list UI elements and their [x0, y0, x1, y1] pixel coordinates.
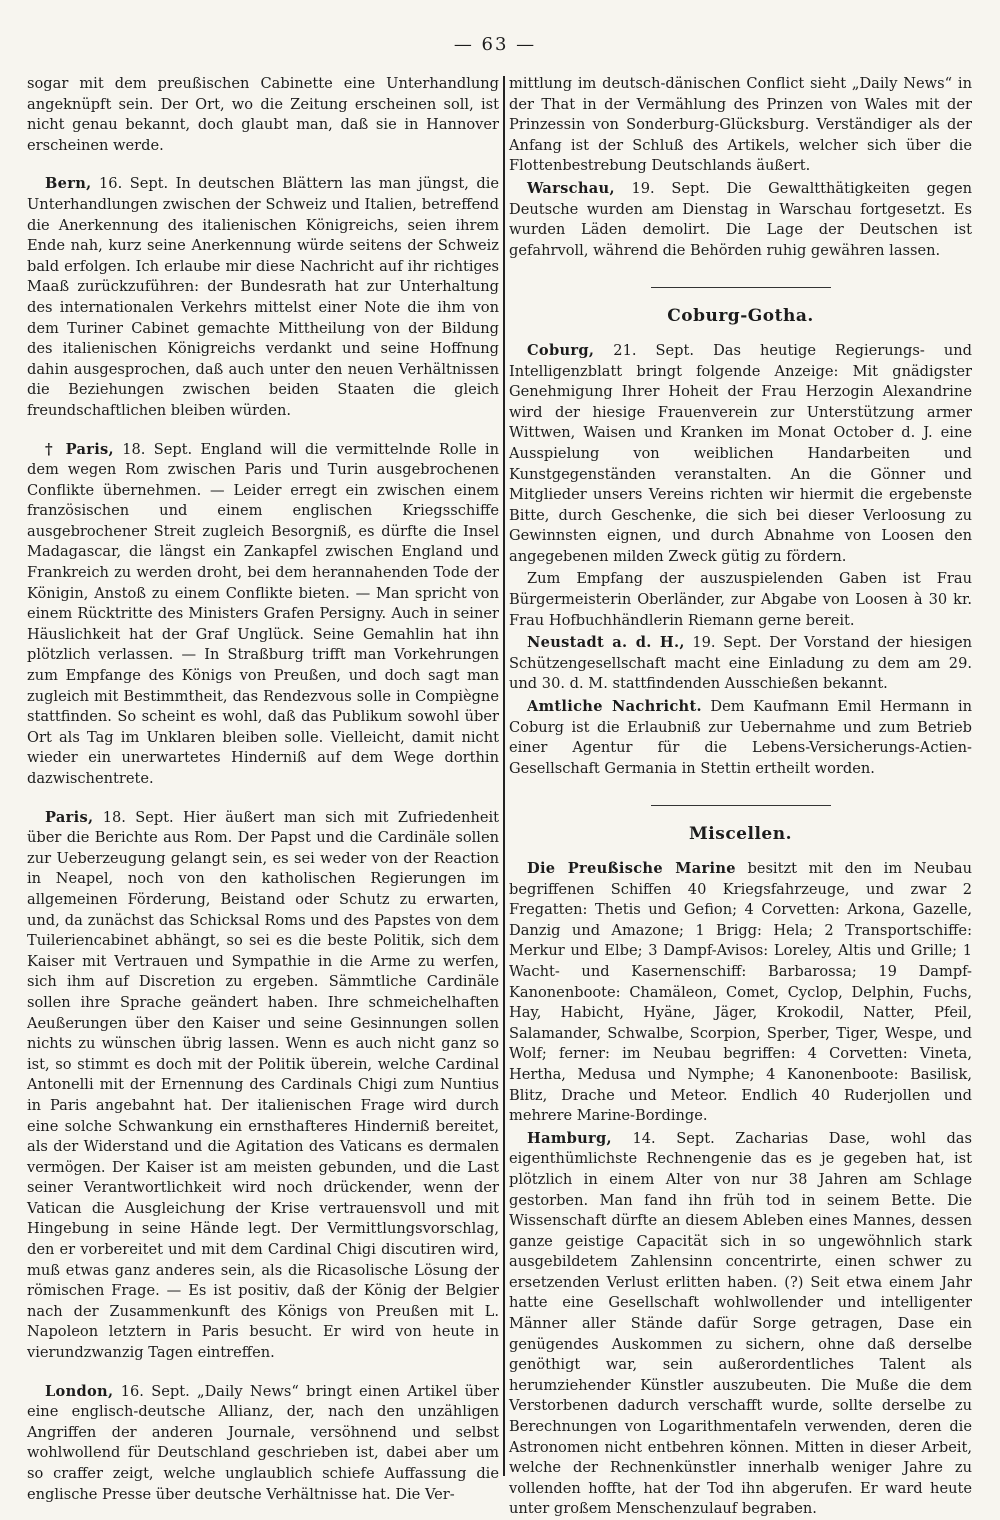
column-divider	[503, 76, 505, 1476]
section-heading-miscellen: Miscellen.	[688, 824, 793, 845]
article-warschau: Warschau, 19. Sept. Die Gewaltthätigkeiten gegen Deutsche wurden am Dienstag in Warschau fortgesetzt. Es wurden Läden demolirt. Die Lage der Deutschen ist gefahrvoll, während die Behörden ruhig gewähren lassen.	[509, 179, 973, 259]
left-column	[27, 74, 499, 1505]
right-column	[509, 74, 972, 1520]
article-coburg: Coburg, 21. Sept. Das heutige Regierungs- und Intelligenzblatt bringt folgende Anzeige: Mit gnädigster Genehmigung Ihrer Hoheit der Frau Herzogin Alexandrine wird der hiesige Frauenverein zur Unterstützung armer Wittwen, Waisen und Kranken im Monat October d. J. eine Ausspielung von weiblichen Handarbeiten und Kunstgegenständen veranstalten. An die Gönner und Mitglieder unsers Vereins richten wir hiermit die ergebenste Bitte, durch Geschenke, die sich bei dieser Verloosung zu Gewinnsten eignen, und durch Abnahme von Loosen den angegebenen milden Zweck gütig zu fördern.	[509, 341, 972, 565]
section-heading-coburg-gotha: Coburg-Gotha.	[667, 306, 814, 327]
dateline-place: Warschau,	[527, 179, 615, 197]
dateline-place: Neustadt a. d. H.,	[527, 634, 685, 652]
article-continuation: sogar mit dem preußischen Cabinette eine Unterhandlung angeknüpft sein. Der Ort, wo die Zeitung erscheinen soll, ist nicht genau bekannt, doch glaubt man, daß sie in Hannover erscheinen werde.	[27, 75, 499, 154]
dateline-place: London,	[45, 1382, 114, 1400]
dateline-place: Hamburg,	[527, 1129, 612, 1147]
dateline-place: † Paris,	[45, 440, 114, 458]
dateline-place: Amtliche Nachricht.	[527, 698, 702, 716]
dateline-place: Bern,	[45, 175, 92, 193]
dateline-place: Die Preußische Marine	[527, 860, 736, 877]
section-divider	[651, 287, 831, 288]
article-hamburg: Hamburg, 14. Sept. Zacharias Dase, wohl das eigenthümlichste Rechnengenie das es je gegeben hat, ist plötzlich in einem Alter von nur 38 Jahren am Schlage gestorben. Man fand ihn früh tod in seinem Bette. Die Wissenschaft dürfte an diesem Ableben eines Mannes, dessen ganze geistige Capacität sich in so ungewöhnlich stark ausgebildetem Zahlensinn concentrirte, einen schwer zu ersetzenden Verlust erlitten haben. (?) Seit etwa einem Jahr hatte eine Gesellschaft wohlwollender und intelligenter Männer aller Stände dafür Sorge getragen, Dase ein genügendes Auskommen zu sichern, ohne daß derselbe genöthigt war, sein außerordentliches Talent als herumziehender Künstler auszubeuten. Die Muße die dem Verstorbenen dadurch verschafft wurde, sollte derselbe zu Berechnungen von Logarithmentafeln verwenden, deren die Astronomen nicht entbehren können. Mitten in dieser Arbeit, welche der Rechnenkünstler innerhalb weniger Jahre zu vollenden hoffte, hat der Tod ihn abgerufen. Er ward heute unter großem Menschenzulauf begraben.	[509, 1129, 973, 1518]
article-continuation: mittlung im deutsch-dänischen Conflict sieht „Daily News“ in der That in der Vermählung des Prinzen von Wales mit der Prinzessin von Sonderburg-Glücksburg. Verständiger als der Anfang ist der Schluß des Artikels, welcher sich über die Flottenbestrebung Deutschlands äußert.	[509, 75, 972, 175]
article-paris-2: Paris, 18. Sept. Hier äußert man sich mit Zufriedenheit über die Berichte aus Rom. Der Papst und die Cardinäle sollen zur Ueberzeugung gelangt sein, es sei weder von der Reaction in Neapel, noch von den katholischen Regierungen im allgemeinen Förderung, Beistand oder Schutz zu erwarten, und, da zunächst das Schicksal Roms und des Papstes von dem Tuileriencabinet abhängt, so sei es die beste Politik, sich dem Kaiser mit Vertrauen und Sympathie in die Arme zu werfen, sich ihm auf Discretion zu ergeben. Sämmtliche Cardinäle sollen ihre Sprache geändert haben. Ihre schmeichelhaften Aeußerungen über den Kaiser und seine Gesinnungen sollen nichts zu wünschen übrig lassen. Wenn es auch nicht ganz so ist, so stimmt es doch mit der Politik überein, welche Cardinal Antonelli mit der Ernennung des Cardinals Chigi zum Nuntius in Paris angebahnt hat. Der italienischen Frage wird durch eine solche Schwankung ein ernsthafteres Hinderniß bereitet, als der Widerstand und die Agitation des Vaticans es dermalen vermögen. Der Kaiser ist am meisten gebunden, und die Last seiner Verantwortlichkeit wird noch drückender, wenn der Vatican die Ausgleichung der Krise vertrauensvoll und mit Hingebung in seine Hände legt. Der Vermittlungsvorschlag, den er vorbereitet und mit dem Cardinal Chigi discutiren wird, muß etwas ganz anderes sein, als die Ricasolische Lösung der römischen Frage. — Es ist positiv, daß der König der Belgier nach der Zusammenkunft des Königs von Preußen mit L. Napoleon letztern in Paris besucht. Er wird von heute in vierundzwanzig Tagen eintreffen.	[27, 808, 500, 1362]
article-london: London, 16. Sept. „Daily News“ bringt einen Artikel über eine englisch-deutsche Allianz, der, nach den unzähligen Angriffen der anderen Journale, versöhnend und selbst wohlwollend für Deutschland geschrieben ist, dabei aber um so craffer zeigt, welche unglaublich schiefe Auffassung die englische Presse über deutsche Verhältnisse hat. Die Ver-	[27, 1382, 499, 1503]
section-divider	[651, 805, 831, 806]
article-bern: Bern, 16. Sept. In deutschen Blättern las man jüngst, die Unterhandlungen zwischen der Schweiz und Italien, betreffend die Anerkennung des italienischen Königreichs, seien ihrem Ende nah, kurz seine Anerkennung würde seitens der Schweiz bald erfolgen. Ich erlaube mir diese Nachricht auf ihr richtiges Maaß zurückzuführen: der Bundesrath hat zur Unterhaltung des internationalen Verkehrs mittelst einer Note die ihm von dem Turiner Cabinet gemachte Mittheilung von der Bildung des italienischen Königreichs verdankt und seine Hoffnung dahin ausgesprochen, daß auch unter den neuen Verhältnissen die Beziehungen zwischen beiden Staaten die gleich freundschaftlichen bleiben würden.	[27, 175, 499, 419]
article-coburg-cont: Zum Empfang der auszuspielenden Gaben ist Frau Bürgermeisterin Oberländer, zur Abgabe von Loosen à 30 kr. Frau Hofbuchhändlerin Riemann gerne bereit.	[509, 570, 972, 629]
article-neustadt: Neustadt a. d. H., 19. Sept. Der Vorstand der hiesigen Schützengesellschaft macht eine Einladung zu dem am 29. und 30. d. M. stattfindenden Ausschießen bekannt.	[509, 634, 973, 693]
article-amtliche-nachricht: Amtliche Nachricht. Dem Kaufmann Emil Hermann in Coburg ist die Erlaubniß zur Uebernahme und zum Betrieb einer Agentur für die Lebens-Versicherungs-Actien-Gesellschaft Germania in Stettin ertheilt worden.	[509, 698, 973, 777]
page-number: — 63 —	[453, 34, 537, 55]
dateline-place: Paris,	[45, 808, 94, 826]
article-preussische-marine: Die Preußische Marine besitzt mit den im Neubau begriffenen Schiffen 40 Kriegsfahrzeuge, und zwar 2 Fregatten: Thetis und Gefion; 4 Corvetten: Arkona, Gazelle, Danzig und Amazone; 1 Brigg: Hela; 2 Transportschiffe: Merkur und Elbe; 3 Dampf-Avisos: Loreley, Altis und Grille; 1 Wacht- und Kasernenschiff: Barbarossa; 19 Dampf-Kanonenboote: Chamäleon, Comet, Cyclop, Delphin, Fuchs, Hay, Habicht, Hyäne, Jäger, Krokodil, Natter, Pfeil, Salamander, Schwalbe, Scorpion, Sperber, Tiger, Wespe, und Wolf; ferner: im Neubau begriffen: 4 Corvetten: Vineta, Hertha, Medusa und Nymphe; 4 Kanonenboote: Basilisk, Blitz, Drache und Meteor. Endlich 40 Ruderjollen und mehrere Marine-Bordinge.	[509, 860, 972, 1125]
dateline-place: Coburg,	[527, 341, 595, 359]
article-paris-1: † Paris, 18. Sept. England will die vermittelnde Rolle in dem wegen Rom zwischen Paris und Turin ausgebrochenen Conflikte übernehmen. — Leider erregt ein zwischen einem französischen und einem englischen Kriegsschiffe ausgebrochener Streit zugleich Besorgniß, es dürfte die Insel Madagascar, die längst ein Zankapfel zwischen England und Frankreich zu werden droht, bei dem herannahenden Tode der Königin, Anstoß zu einem Conflikte bieten. — Man spricht von einem Rücktritte des Ministers Grafen Persigny. Auch in seiner Häuslichkeit hat der Graf Unglück. Seine Gemahlin hat ihn plötzlich verlassen. — In Straßburg trifft man Vorkehrungen zum Empfange des Königs von Preußen, und doch sagt man zugleich mit Bestimmtheit, das Rendezvous solle in Compiègne stattfinden. So scheint es wohl, daß das Publikum sowohl über Ort als Tag im Unklaren bleiben solle. Vielleicht, damit nicht wieder ein unerwartetes Hinderniß auf dem Wege dorthin dazwischentrete.	[27, 440, 500, 787]
